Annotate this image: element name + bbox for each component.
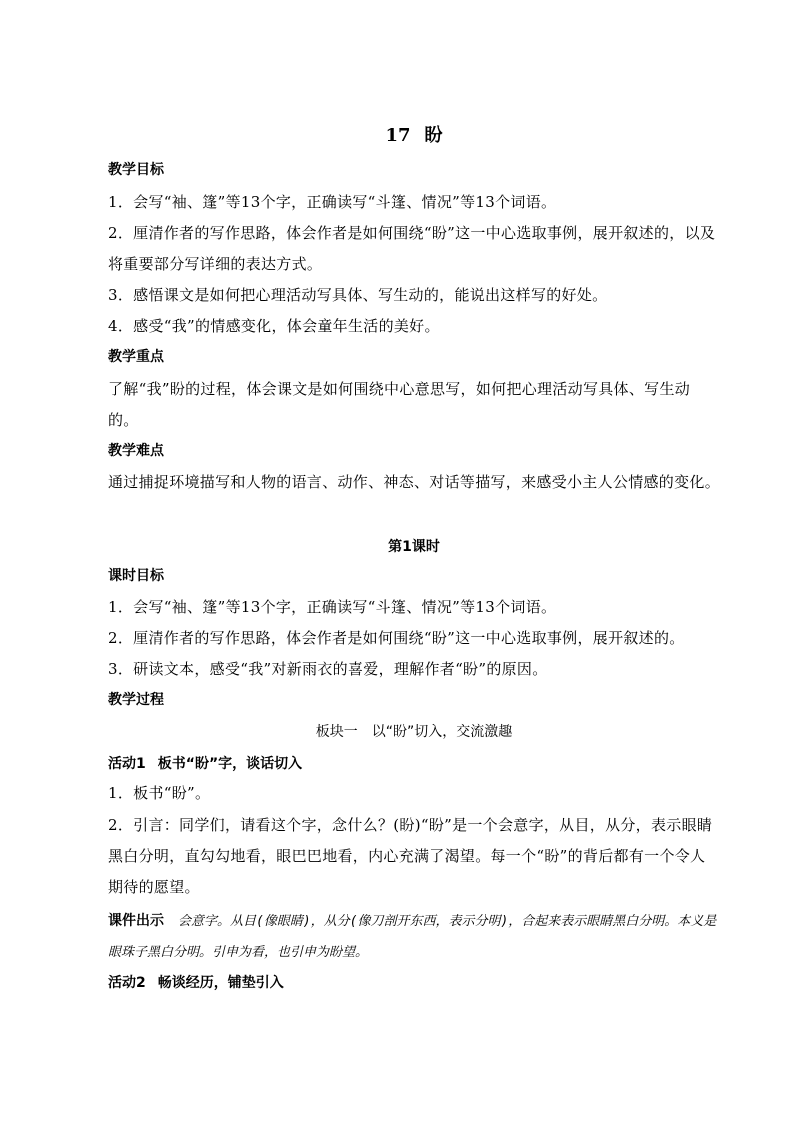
- activity-2: [108, 973, 284, 993]
- activity-1: [108, 754, 302, 774]
- block-1-heading: 板块一 以“盼”切入，交流激趣: [315, 724, 513, 740]
- lesson-goal-1: 1．会写“袖、篷”等13个字，正确读写“斗篷、情况”等13个词语。: [108, 598, 557, 616]
- activity-1-label: 活动1: [108, 756, 146, 772]
- heading-teaching-goals: 教学目标: [108, 162, 164, 178]
- heading-lesson-goals: 课时目标: [108, 568, 164, 584]
- lesson-goal-3: 3．研读文本，感受“我”对新雨衣的喜爱，理解作者“盼”的原因。: [108, 660, 548, 678]
- teaching-difficulty-text: 通过捕捉环境描写和人物的语言、动作、神态、对话等描写，来感受小主人公情感的变化。: [108, 473, 721, 491]
- heading-teaching-focus: 教学重点: [108, 349, 164, 365]
- page-title: [108, 124, 720, 148]
- activity-2-title: 畅谈经历，铺垫引入: [157, 975, 284, 991]
- courseware-label: 课件出示: [108, 913, 164, 929]
- teaching-goal-1: 1．会写“袖、篷”等13个字，正确读写“斗篷、情况”等13个词语。: [108, 193, 557, 211]
- heading-teaching-difficulty: 教学难点: [108, 443, 164, 459]
- teaching-focus-text: 了解“我”盼的过程，体会课文是如何围绕中心意思写，如何把心理活动写具体、写生动的。: [108, 380, 691, 429]
- activity-1-title: 板书“盼”字，谈话切入: [157, 756, 303, 772]
- heading-teaching-process: 教学过程: [108, 692, 164, 708]
- courseware-text: 会意字。从目(像眼睛)，从分(像刀剖开东西，表示分明)，合起来表示眼睛黑白分明。本义是眼珠子黑白分明。引申为看，也引申为盼望。: [108, 914, 717, 960]
- lesson-1-heading: 第1课时: [388, 539, 440, 555]
- lesson-goal-2: 2．厘清作者的写作思路，体会作者是如何围绕“盼”这一中心选取事例，展开叙述的。: [108, 629, 685, 647]
- teaching-goal-2: 2．厘清作者的写作思路，体会作者是如何围绕“盼”这一中心选取事例，展开叙述的，以及将重要部分写详细的表达方式。: [108, 224, 716, 273]
- process-step-1: 1．板书“盼”。: [108, 784, 211, 802]
- courseware-display: [108, 906, 720, 968]
- teaching-goal-4: 4．感受“我”的情感变化，体会童年生活的美好。: [108, 317, 440, 335]
- process-step-2: 2．引言：同学们，请看这个字，念什么？(盼)“盼”是一个会意字，从目，从分，表示眼睛黑白分明，直勾勾地看，眼巴巴地看，内心充满了渴望。每一个“盼”的背后都有一个令人期待的愿望。: [108, 816, 713, 896]
- activity-2-label: 活动2: [108, 975, 146, 991]
- lesson-title: 盼: [424, 125, 443, 146]
- lesson-number: 17: [385, 125, 411, 146]
- teaching-goal-3: 3．感悟课文是如何把心理活动写具体、写生动的，能说出这样写的好处。: [108, 286, 608, 304]
